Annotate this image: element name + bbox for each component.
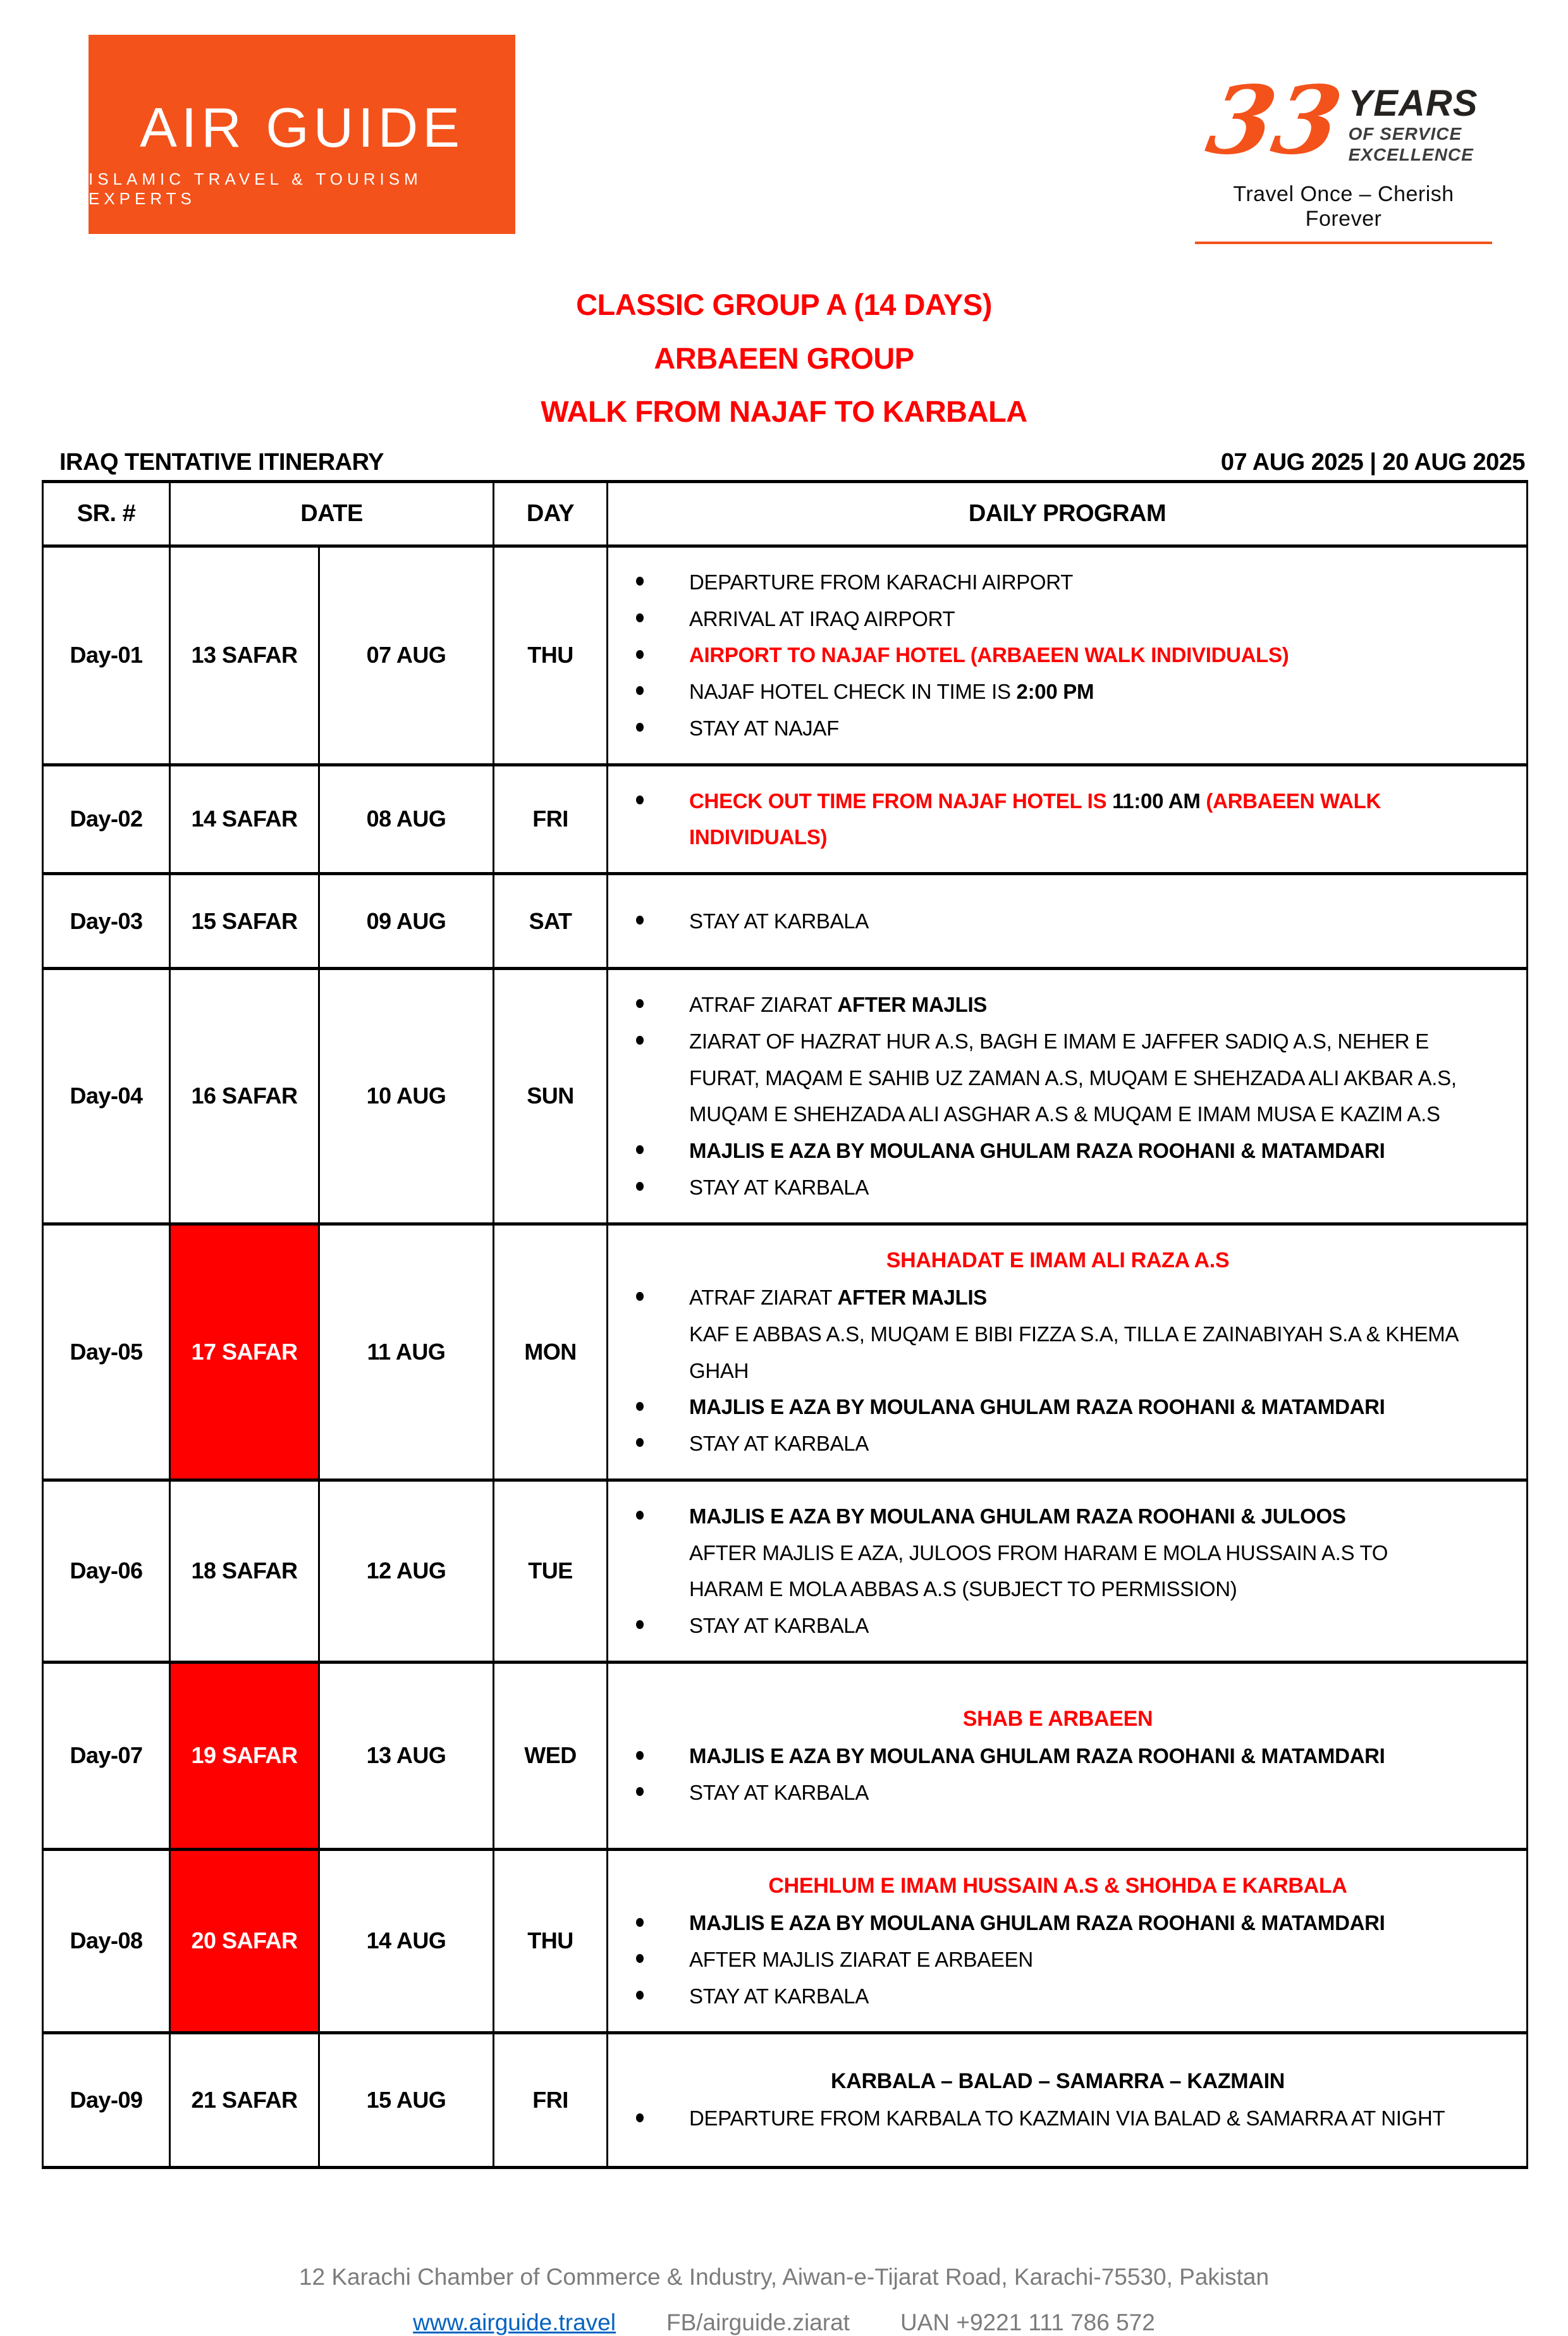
logo-subtitle: ISLAMIC TRAVEL & TOURISM EXPERTS [89,169,422,208]
website-link[interactable]: www.airguide.travel [413,2309,616,2335]
program-list [608,564,1507,747]
cell-weekday: FRI [494,765,608,874]
program-item [608,1941,1459,1978]
program-item [608,1498,1459,1608]
uan-phone: UAN +9221 111 786 572 [900,2309,1155,2335]
cell-weekday: SAT [494,874,608,969]
cell-safar-date: 19 SAFAR [170,1662,319,1849]
program-item [608,1425,1459,1462]
program-list [608,783,1507,856]
itinerary-date-range: 07 AUG 2025 | 20 AUG 2025 [1220,448,1525,476]
program-item [608,710,1459,747]
cell-weekday: THU [494,1849,608,2032]
footer-links [0,2309,1568,2336]
table-row [43,1662,1528,1849]
cell-day-number: Day-02 [43,765,170,874]
header-daily-program: DAILY PROGRAM [608,481,1528,546]
program-item [608,1023,1459,1133]
title-line-2: ARBAEEN GROUP [654,341,914,375]
program-text-segment: STAY AT KARBALA [689,1984,869,2008]
program-item [608,2100,1459,2137]
program-text-segment: 2:00 PM [1016,680,1094,704]
cell-weekday: WED [494,1662,608,1849]
program-text-segment: ZIARAT OF HAZRAT HUR A.S, BAGH E IMAM E JAFFER SADIQ A.S, NEHER E FURAT, MAQAM E SAHIB UZ ZAMAN A.S, MUQAM E SHEHZADA ALI AKBAR A.S, MUQAM E SHEHZADA ALI ASGHAR A.S & MUQAM E IMAM MUSA E KAZIM A.S [689,1029,1457,1126]
itinerary-label: IRAQ TENTATIVE ITINERARY [59,448,384,476]
airguide-logo [89,35,515,234]
cell-safar-date: 18 SAFAR [170,1480,319,1662]
cell-safar-date: 13 SAFAR [170,546,319,765]
table-row [43,1224,1528,1480]
program-item [608,1279,1459,1389]
cell-day-number: Day-04 [43,969,170,1224]
table-header-row [43,481,1528,546]
program-text-segment: NAJAF HOTEL CHECK IN TIME IS [689,680,1017,704]
years-badge [1195,65,1492,244]
cell-gregorian-date: 13 AUG [319,1662,494,1849]
cell-day-number: Day-07 [43,1662,170,1849]
cell-daily-program [608,546,1528,765]
program-text-segment: STAY AT KARBALA [689,909,869,933]
program-text-segment: STAY AT KARBALA [689,1175,869,1199]
program-heading: SHAB E ARBAEEN [962,1706,1153,1731]
program-item [608,987,1459,1023]
document-titles [0,278,1568,439]
program-list [608,1905,1507,2014]
cell-weekday: SUN [494,969,608,1224]
program-item [608,1905,1459,1941]
cell-weekday: TUE [494,1480,608,1662]
badge-years-label: YEARS [1348,83,1478,124]
program-item [608,1608,1459,1644]
program-item [608,1978,1459,2015]
program-list [608,903,1507,940]
program-item [608,783,1459,856]
program-list [608,1738,1507,1811]
table-row [43,765,1528,874]
cell-weekday: MON [494,1224,608,1480]
program-text-segment: ARRIVAL AT IRAQ AIRPORT [689,606,955,630]
badge-33-numeral: 33 [1199,65,1349,175]
program-text-segment: STAY AT KARBALA [689,1614,869,1638]
table-row [43,1849,1528,2032]
cell-gregorian-date: 10 AUG [319,969,494,1224]
program-text-segment: AFTER MAJLIS E AZA, JULOOS FROM HARAM E MOLA HUSSAIN A.S TO HARAM E MOLA ABBAS A.S (SUBJECT TO PERMISSION) [689,1540,1388,1601]
header-sr: SR. # [43,481,170,546]
program-text-segment: STAY AT KARBALA [689,1432,869,1456]
program-heading: KARBALA – BALAD – SAMARRA – KAZMAIN [831,2069,1285,2093]
cell-gregorian-date: 14 AUG [319,1849,494,2032]
cell-weekday: THU [494,546,608,765]
cell-gregorian-date: 11 AUG [319,1224,494,1480]
cell-weekday: FRI [494,2032,608,2167]
cell-daily-program [608,1480,1528,1662]
cell-daily-program [608,1849,1528,2032]
program-list [608,1498,1507,1644]
program-text-segment: KAF E ABBAS A.S, MUQAM E BIBI FIZZA S.A, TILLA E ZAINABIYAH S.A & KHEMA GHAH [689,1322,1458,1382]
cell-safar-date: 17 SAFAR [170,1224,319,1480]
program-text-segment: STAY AT NAJAF [689,716,839,740]
program-text-segment: MAJLIS E AZA BY MOULANA GHULAM RAZA ROOHANI & MATAMDARI [689,1395,1385,1419]
table-row [43,874,1528,969]
cell-gregorian-date: 12 AUG [319,1480,494,1662]
program-text-segment: AFTER MAJLIS [837,993,988,1017]
title-line-1: CLASSIC GROUP A (14 DAYS) [576,288,992,321]
program-list [608,2100,1507,2137]
cell-day-number: Day-03 [43,874,170,969]
cell-gregorian-date: 08 AUG [319,765,494,874]
program-list [608,987,1507,1206]
program-text-segment: 11:00 AM [1112,789,1206,813]
program-list [608,1279,1507,1462]
program-item [608,1169,1459,1206]
cell-daily-program [608,765,1528,874]
cell-daily-program [608,1662,1528,1849]
program-text-segment: MAJLIS E AZA BY MOULANA GHULAM RAZA ROOHANI & JULOOS [689,1504,1346,1528]
page-header [0,0,1568,240]
program-item [608,1133,1459,1169]
program-text-segment: (ARBAEEN WALK INDIVIDUALS) [689,789,1381,849]
program-text-segment: STAY AT KARBALA [689,1781,869,1805]
cell-safar-date: 20 SAFAR [170,1849,319,2032]
program-text-segment: DEPARTURE FROM KARBALA TO KAZMAIN VIA BALAD & SAMARRA AT NIGHT [689,2106,1445,2130]
cell-day-number: Day-08 [43,1849,170,2032]
badge-underline [1195,242,1492,244]
program-text-segment: CHECK OUT TIME FROM NAJAF HOTEL IS [689,789,1113,813]
facebook-handle: FB/airguide.ziarat [666,2309,850,2335]
cell-daily-program [608,874,1528,969]
cell-gregorian-date: 15 AUG [319,2032,494,2167]
program-item [608,1738,1459,1774]
program-text-segment: MAJLIS E AZA BY MOULANA GHULAM RAZA ROOHANI & MATAMDARI [689,1744,1385,1768]
cell-day-number: Day-09 [43,2032,170,2167]
program-heading: CHEHLUM E IMAM HUSSAIN A.S & SHOHDA E KARBALA [768,1873,1347,1898]
years-badge-top [1195,65,1492,175]
table-row [43,969,1528,1224]
cell-gregorian-date: 09 AUG [319,874,494,969]
table-row [43,546,1528,765]
program-item [608,637,1459,673]
cell-gregorian-date: 07 AUG [319,546,494,765]
badge-text-column [1349,76,1478,166]
program-text-segment: DEPARTURE FROM KARACHI AIRPORT [689,570,1074,594]
cell-day-number: Day-05 [43,1224,170,1480]
cell-daily-program [608,2032,1528,2167]
itinerary-subheader [42,449,1525,476]
program-item [608,564,1459,601]
program-text-segment: ATRAF ZIARAT [689,993,838,1017]
program-item [608,601,1459,637]
cell-safar-date: 15 SAFAR [170,874,319,969]
cell-day-number: Day-01 [43,546,170,765]
itinerary-table [42,480,1528,2169]
header-day: DAY [494,481,608,546]
program-text-segment: AFTER MAJLIS [837,1286,988,1310]
badge-of-service-label: OF SERVICE [1348,123,1462,144]
program-item [608,673,1459,710]
program-text-segment: MAJLIS E AZA BY MOULANA GHULAM RAZA ROOHANI & MATAMDARI [689,1139,1385,1163]
badge-tagline: Travel Once – Cherish Forever [1233,182,1454,231]
cell-safar-date: 16 SAFAR [170,969,319,1224]
program-text-segment: ATRAF ZIARAT [689,1286,838,1310]
footer-address: 12 Karachi Chamber of Commerce & Industry, Aiwan-e-Tijarat Road, Karachi-75530, Pakistan [298,2263,1270,2290]
table-row [43,2032,1528,2167]
program-item [608,1774,1459,1811]
program-text-segment: MAJLIS E AZA BY MOULANA GHULAM RAZA ROOHANI & MATAMDARI [689,1911,1385,1935]
logo-title: AIR GUIDE [140,96,464,159]
table-row [43,1480,1528,1662]
cell-daily-program [608,969,1528,1224]
cell-safar-date: 21 SAFAR [170,2032,319,2167]
program-heading: SHAHADAT E IMAM ALI RAZA A.S [886,1248,1230,1272]
badge-excellence-label: EXCELLENCE [1348,145,1474,165]
title-line-3: WALK FROM NAJAF TO KARBALA [541,395,1027,429]
program-item [608,903,1459,940]
program-text-segment: AFTER MAJLIS ZIARAT E ARBAEEN [689,1948,1033,1972]
program-item [608,1389,1459,1425]
cell-safar-date: 14 SAFAR [170,765,319,874]
header-date: DATE [170,481,494,546]
cell-day-number: Day-06 [43,1480,170,1662]
program-text-segment: AIRPORT TO NAJAF HOTEL (ARBAEEN WALK INDIVIDUALS) [689,643,1289,667]
cell-daily-program [608,1224,1528,1480]
itinerary-body [43,546,1528,2167]
